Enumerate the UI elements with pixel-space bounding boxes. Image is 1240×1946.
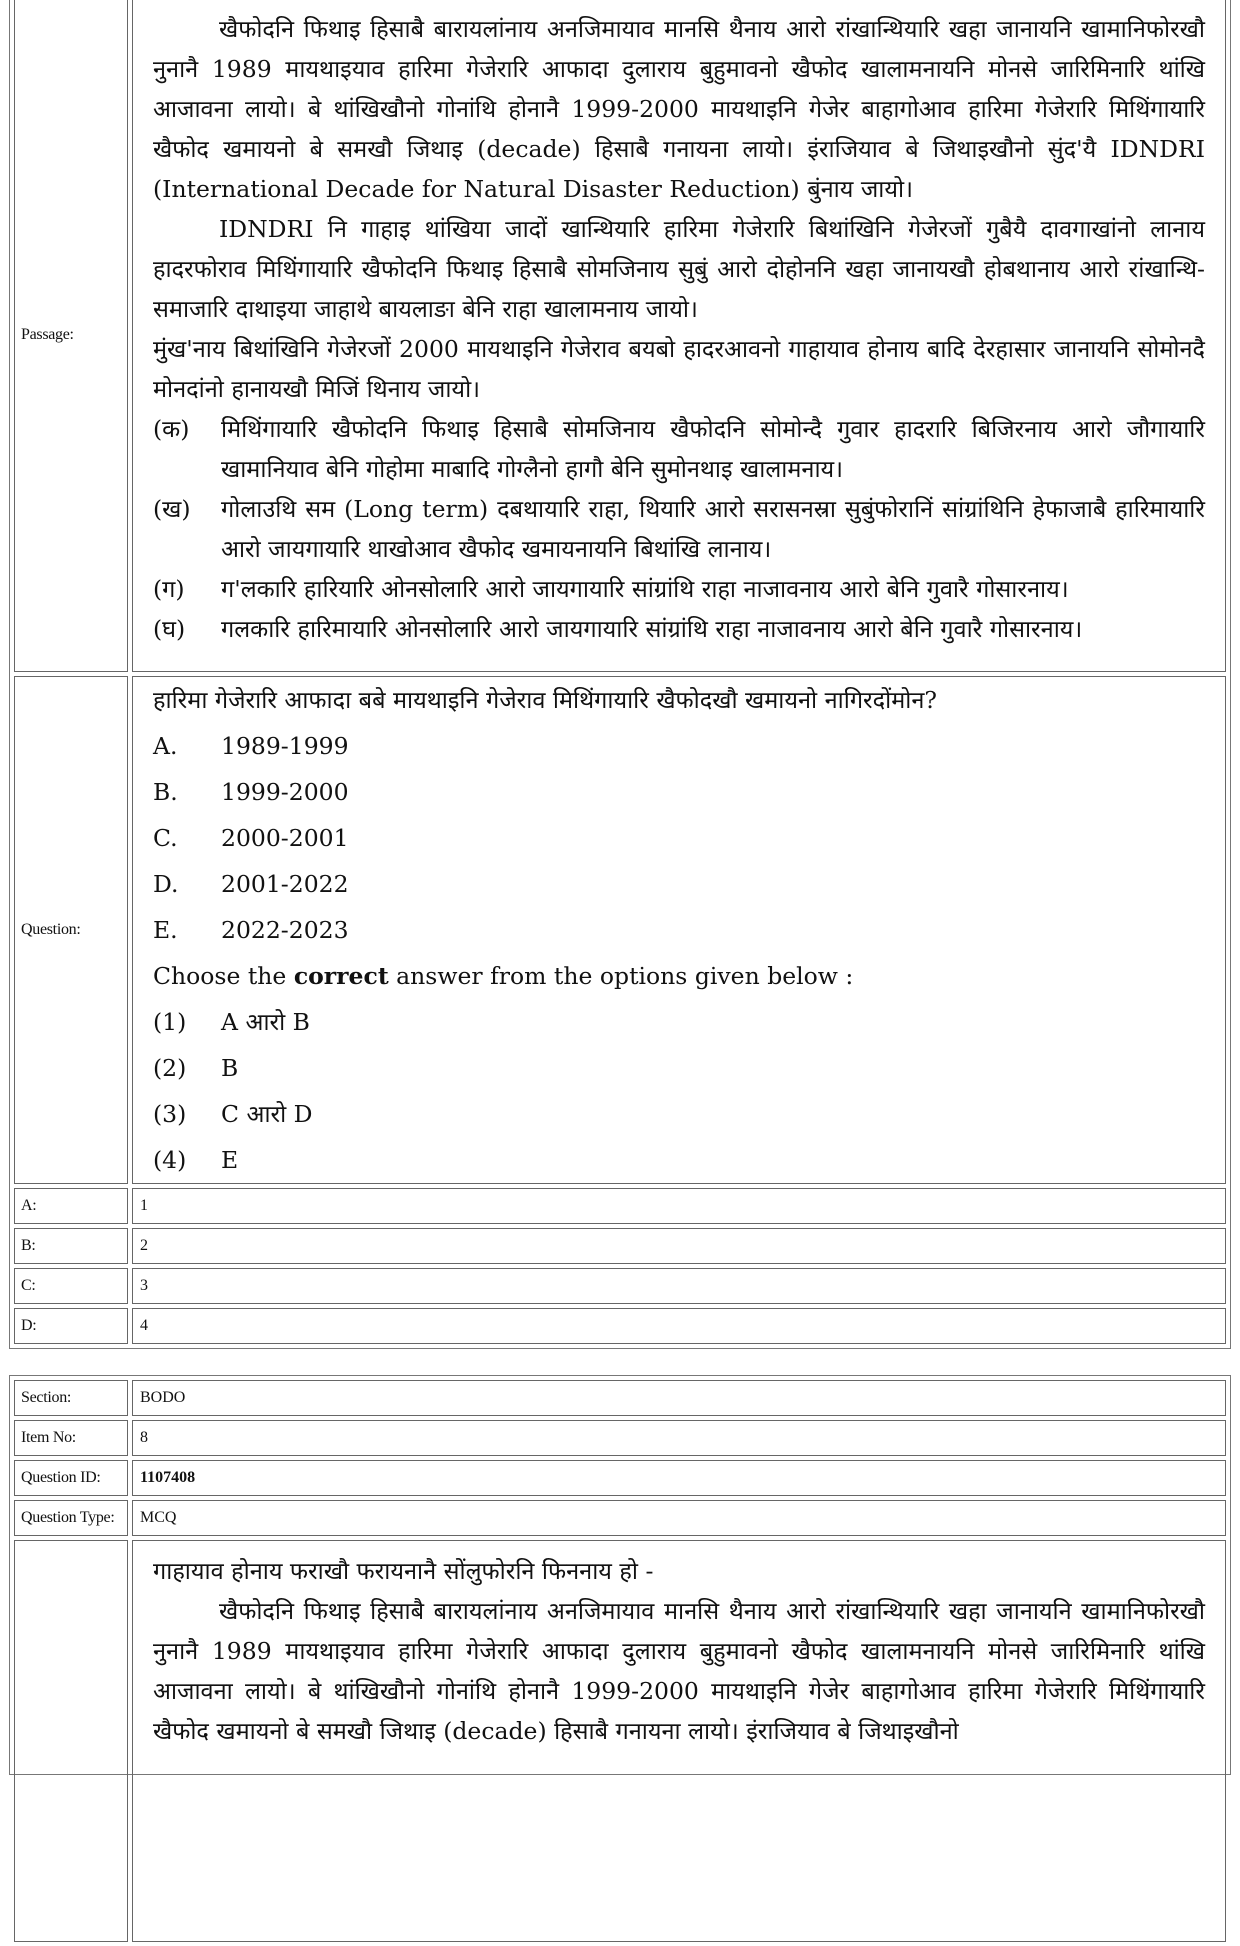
- option-text: C आरो D: [221, 1100, 313, 1128]
- instruction-emphasis: correct: [293, 962, 389, 990]
- choice-marker: B.: [153, 778, 178, 806]
- meta-label: Item No:: [14, 1420, 128, 1456]
- answer-label: B:: [14, 1228, 128, 1264]
- passage-paragraph: खैफोदनि फिथाइ हिसाबै बारायलांनाय अनजिमायाव मानसि थैनाय आरो रांखान्थियारि खहा जानायनि खामानिफोरखौ नुनानै 1989 मायथाइयाव हारिमा गेजेरारि आफादा दुलाराय बुहुमावनो खैफोद खालामनायनि मोनसे जारिमिनारि थांखि आजावना लायो। बे थांखिखौनो गोनांथि होनानै 1999-2000 मायथाइनि गेजेर बाहागोआव हारिमा गेजेरारि मिथिंगायारि खैफोद खमायनो बे समखौ जिथाइ (decade) हिसाबै गनायना लायो। इंराजियाव बे जिथाइखौनो सुंद'यै IDNDRI (International Decade for Natural Disaster Reduction) बुंनाय जायो।: [153, 14, 1205, 203]
- passage-paragraph: खैफोदनि फिथाइ हिसाबै बारायलांनाय अनजिमायाव मानसि थैनाय आरो रांखान्थियारि खहा जानायनि खामानिफोरखौ नुनानै 1989 मायथाइयाव हारिमा गेजेरारि आफादा दुलाराय बुहुमावनो खैफोद खालामनायनि मोनसे जारिमिनारि थांखि आजावना लायो। बे थांखिखौनो गोनांथि होनानै 1999-2000 मायथाइनि गेजेर बाहागोआव हारिमा गेजेरारि मिथिंगायारि खैफोद खमायनो बे समखौ जिथाइ (decade) हिसाबै गनायना लायो। इंराजियाव बे जिथाइखौनो: [153, 1597, 1205, 1745]
- choice-text: 2000-2001: [221, 824, 349, 852]
- passage-intro: गाहायाव होनाय फराखौ फरायनानै सोंलुफोरनि फिननाय हो -: [153, 1557, 654, 1585]
- meta-label: Section:: [14, 1380, 128, 1416]
- answer-label: D:: [14, 1308, 128, 1344]
- option-marker: (क): [153, 414, 190, 443]
- instruction-text: Choose the: [153, 962, 294, 990]
- numbered-option: [153, 999, 1205, 1045]
- choice: [153, 769, 1205, 815]
- option-marker: (1): [153, 1008, 187, 1036]
- passage-option: [153, 489, 1205, 569]
- question-block-7: [9, 0, 1231, 1349]
- choice-marker: C.: [153, 824, 178, 852]
- option-marker: (ग): [153, 574, 185, 603]
- option-marker: (4): [153, 1146, 187, 1174]
- meta-row: [14, 1420, 1226, 1456]
- choose-instruction: [153, 953, 1205, 999]
- answer-value: 4: [132, 1308, 1226, 1344]
- numbered-option: [153, 1045, 1205, 1091]
- answer-value: 2: [132, 1228, 1226, 1264]
- choice: [153, 723, 1205, 769]
- question-block-8: [9, 1375, 1231, 1775]
- passage-paragraph: मुंख'नाय बिथांखिनि गेजेरजों 2000 मायथाइनि गेजेराव बयबो हादरआवनो गाहायाव होनाय बादि देरहासार जानायनि सोमोनदै मोनदांनो हानायखौ मिजिं थिनाय जायो।: [153, 334, 1205, 403]
- passage-content: [132, 0, 1226, 672]
- answer-row: [14, 1268, 1226, 1304]
- choice: [153, 815, 1205, 861]
- passage-label: [14, 1540, 128, 1942]
- answer-label: C:: [14, 1268, 128, 1304]
- option-text: A आरो B: [221, 1008, 310, 1036]
- instruction-text: answer from the options given below :: [388, 962, 854, 990]
- answer-row: [14, 1308, 1226, 1344]
- option-marker: (2): [153, 1054, 187, 1082]
- question-id-value: 1107408: [132, 1460, 1226, 1496]
- choice-marker: D.: [153, 870, 179, 898]
- answer-value: 1: [132, 1188, 1226, 1224]
- meta-row: [14, 1500, 1226, 1536]
- choice: [153, 861, 1205, 907]
- choice-marker: A.: [153, 732, 178, 760]
- choice-text: 2001-2022: [221, 870, 349, 898]
- passage-option: [153, 569, 1205, 609]
- passage-option: [153, 609, 1205, 649]
- meta-label: Question Type:: [14, 1500, 128, 1536]
- choice-marker: E.: [153, 916, 178, 944]
- option-marker: (3): [153, 1100, 187, 1128]
- passage-option: [153, 409, 1205, 489]
- meta-label: Question ID:: [14, 1460, 128, 1496]
- option-text: गोलाउथि सम (Long term) दबथायारि राहा, थियारि आरो सरासनस्रा सुबुंफोरानिं सांग्रांथिनि हेफाजाबै हारिमायारि आरो जायगायारि थाखोआव खैफोद खमायनायनि बिथांखि लानाय।: [221, 494, 1205, 563]
- option-text: मिथिंगायारि खैफोदनि फिथाइ हिसाबै सोमजिनाय खैफोदनि सोमोन्दै गुवार हादरारि बिजिरनाय आरो जौगायारि खामानियाव बेनि गोहोमा माबादि गोग्लैनो हागौ बेनि सुमोनथाइ खालामनाय।: [221, 414, 1205, 483]
- option-marker: (घ): [153, 614, 186, 643]
- meta-value: BODO: [132, 1380, 1226, 1416]
- answer-row: [14, 1188, 1226, 1224]
- answer-value: 3: [132, 1268, 1226, 1304]
- option-text: गलकारि हारिमायारि ओनसोलारि आरो जायगायारि सांग्रांथि राहा नाजावनाय आरो बेनि गुवारै गोसारनाय।: [221, 614, 1083, 643]
- option-text: E: [221, 1146, 239, 1174]
- option-text: ग'लकारि हारियारि ओनसोलारि आरो जायगायारि सांग्रांथि राहा नाजावनाय आरो बेनि गुवारै गोसारनाय।: [221, 574, 1069, 603]
- meta-value: 8: [132, 1420, 1226, 1456]
- meta-row: [14, 1460, 1226, 1496]
- choice-text: 1999-2000: [221, 778, 349, 806]
- meta-row: [14, 1380, 1226, 1416]
- meta-value: MCQ: [132, 1500, 1226, 1536]
- question-content: [132, 676, 1226, 1184]
- numbered-option: [153, 1137, 1205, 1183]
- choice: [153, 907, 1205, 953]
- choice-text: 1989-1999: [221, 732, 349, 760]
- passage-content: [132, 1540, 1226, 1942]
- numbered-option: [153, 1091, 1205, 1137]
- option-text: B: [221, 1054, 239, 1082]
- choice-text: 2022-2023: [221, 916, 349, 944]
- option-marker: (ख): [153, 494, 191, 523]
- question-text: हारिमा गेजेरारि आफादा बबे मायथाइनि गेजेराव मिथिंगायारि खैफोदखौ खमायनो नागिरदोंमोन?: [153, 686, 938, 714]
- passage-label: Passage:: [14, 0, 128, 672]
- question-label: Question:: [14, 676, 128, 1184]
- answer-label: A:: [14, 1188, 128, 1224]
- passage-paragraph: IDNDRI नि गाहाइ थांखिया जादों खान्थियारि हारिमा गेजेरारि बिथांखिनि गेजेरजों गुबैयै दावगाखांनो लानाय हादरफोराव मिथिंगायारि खैफोदनि फिथाइ हिसाबै सोमजिनाय सुबुं आरो दोहोननि खहा जानायखौ होबथानाय आरो रांखान्थि-समाजारि दाथाइया जाहाथे बायलाङा बेनि राहा खालामनाय जायो।: [153, 214, 1205, 323]
- answer-row: [14, 1228, 1226, 1264]
